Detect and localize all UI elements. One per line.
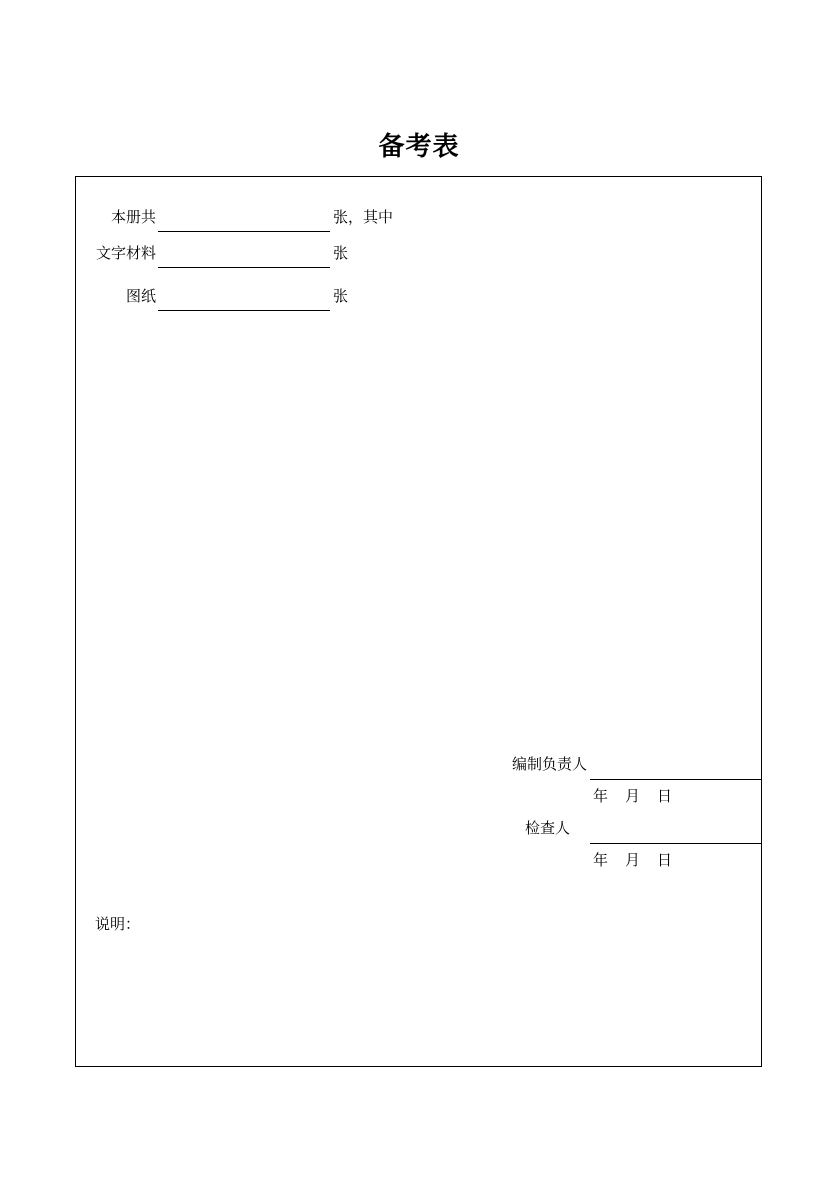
checker-signature-field[interactable] bbox=[590, 843, 762, 844]
total-label: 本册共 bbox=[110, 208, 156, 226]
total-field[interactable] bbox=[158, 231, 330, 232]
text-material-field[interactable] bbox=[158, 267, 330, 268]
checker-date-month: 月 bbox=[625, 851, 641, 869]
text-material-label: 文字材料 bbox=[95, 244, 156, 262]
notes-label: 说明： bbox=[95, 915, 141, 933]
drawing-label: 图纸 bbox=[125, 287, 156, 305]
compiler-signature-field[interactable] bbox=[590, 779, 762, 780]
compiler-date-month: 月 bbox=[625, 787, 641, 805]
compiler-label: 编制负责人 bbox=[511, 755, 587, 773]
compiler-date-day: 日 bbox=[657, 787, 673, 805]
total-suffix: 张，其中 bbox=[333, 208, 394, 226]
drawing-suffix: 张 bbox=[333, 287, 349, 305]
checker-date-day: 日 bbox=[657, 851, 673, 869]
compiler-date-year: 年 bbox=[593, 787, 609, 805]
drawing-field[interactable] bbox=[158, 310, 330, 311]
page-title: 备考表 bbox=[378, 132, 460, 162]
checker-date-year: 年 bbox=[593, 851, 609, 869]
text-material-suffix: 张 bbox=[333, 244, 349, 262]
checker-label: 检查人 bbox=[524, 819, 570, 837]
